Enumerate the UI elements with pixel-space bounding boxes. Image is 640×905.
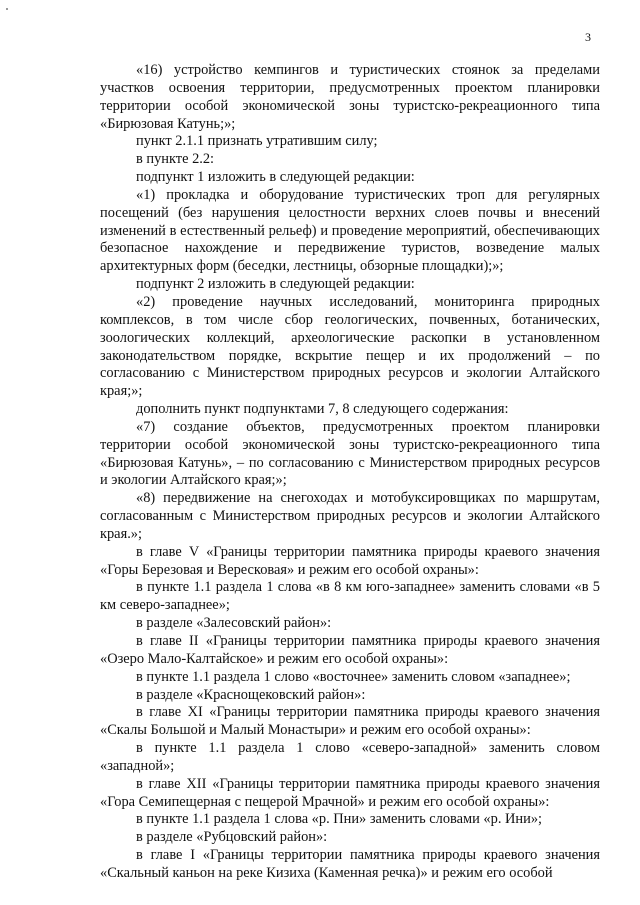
paragraph: в разделе «Залесовский район»:	[136, 615, 332, 632]
paragraph: подпункт 2 изложить в следующей редакции:	[136, 276, 415, 293]
paragraph: «1) прокладка и оборудование туристических троп для регулярных посещений (без нарушения целостности верхних слоев почвы и внесений изменений в естественный рельеф) и проведение мероприятий, обеспечивающих безопасное нахождение и передвижение туристов, возведение малых архитектурных форм (беседки, лестницы, обзорные площадки);»;	[100, 186, 600, 275]
document-body	[100, 62, 600, 883]
paragraph: в пункте 1.1 раздела 1 слова «в 8 км юго-западнее» заменить словами «в 5 км северо-западнее»;	[100, 579, 600, 614]
paragraph: дополнить пункт подпунктами 7, 8 следующего содержания:	[136, 401, 509, 418]
paragraph: в пункте 1.1 раздела 1 слова «р. Пни» заменить словами «р. Ини»;	[136, 811, 543, 828]
paragraph: «16) устройство кемпингов и туристических стоянок за пределами участков освоения территории, предусмотренных проектом планировки территории особой экономической зоны туристско-рекреационного типа «Бирюзовая Катунь;»;	[100, 62, 600, 132]
paragraph: в главе XI «Границы территории памятника природы краевого значения «Скалы Большой и Малый Монастыри» и режим его особой охраны»:	[100, 704, 600, 739]
scan-speck	[6, 8, 8, 10]
paragraph: «7) создание объектов, предусмотренных проектом планировки территории особой экономической зоны туристско-рекреационного типа «Бирюзовая Катунь», – по согласованию с Министерством природных ресурсов и экологии Алтайского края;»;	[100, 418, 600, 489]
paragraph: в главе II «Границы территории памятника природы краевого значения «Озеро Мало-Калтайское» и режим его особой охраны»:	[100, 633, 600, 667]
paragraph: в разделе «Краснощековский район»:	[136, 686, 366, 703]
paragraph: в главе I «Границы территории памятника природы краевого значения «Скальный каньон на реке Кизиха (Каменная речка)» и режим его особой	[100, 847, 600, 881]
paragraph: в пункте 1.1 раздела 1 слово «восточнее» заменить словом «западнее»;	[136, 668, 571, 685]
paragraph: в разделе «Рубцовский район»:	[136, 829, 328, 846]
paragraph: «8) передвижение на снегоходах и мотобуксировщиках по маршрутам, согласованным с Министерством природных ресурсов и экологии Алтайского края.»;	[100, 490, 600, 542]
paragraph: подпункт 1 изложить в следующей редакции:	[136, 169, 415, 186]
paragraph: в главе XII «Границы территории памятника природы краевого значения «Гора Семипещерная с пещерой Мрачной» и режим его особой охраны»:	[100, 775, 600, 810]
paragraph: в главе V «Границы территории памятника природы краевого значения «Горы Березовая и Вересковая» и режим его особой охраны»:	[100, 543, 600, 578]
paragraph: «2) проведение научных исследований, мониторинга природных комплексов, в том числе сбор геологических, почвенных, ботанических, зоологических коллекций, археологические раскопки в установленном законодательством порядке, вскрытие пещер и их продолжений – по согласованию с Министерством природных ресурсов и экологии Алтайского края;»;	[100, 293, 600, 400]
page-number: 3	[585, 30, 591, 44]
paragraph: пункт 2.1.1 признать утратившим силу;	[136, 133, 378, 150]
paragraph: в пункте 1.1 раздела 1 слово «северо-западной» заменить словом «западной»;	[100, 740, 600, 774]
paragraph: в пункте 2.2:	[136, 151, 215, 168]
